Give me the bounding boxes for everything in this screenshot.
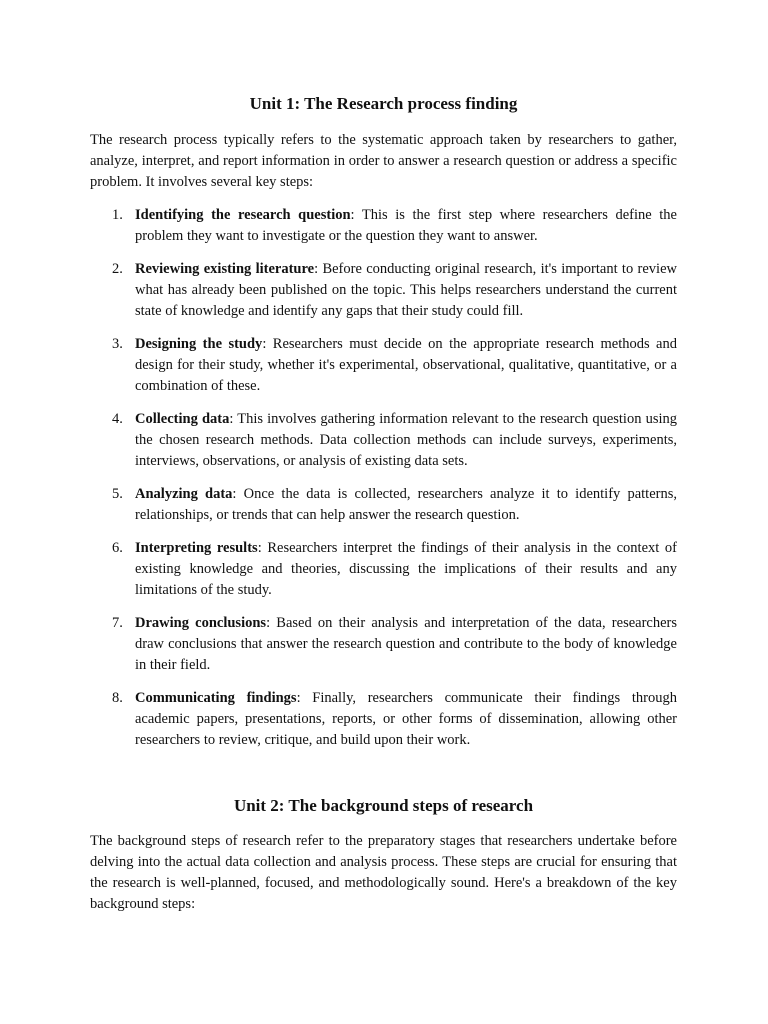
list-item-text: : Once the data is collected, researchers analyze it to identify patterns, relationships, or trends that can help answer the research question.	[135, 486, 677, 523]
list-item-term: Reviewing existing literature	[135, 261, 315, 278]
unit2-intro-paragraph: The background steps of research refer to the preparatory stages that researchers undertake before delving into the actual data collection and analysis process. These steps are crucial for ensuring that the research is well-planned, focused, and methodologically sound. Here's a breakdown of the key background steps:	[90, 833, 677, 912]
list-item-term: Identifying the research question	[135, 207, 351, 224]
list-item-number: 6.	[112, 540, 123, 557]
list-item	[90, 688, 677, 750]
list-item	[90, 538, 677, 600]
list-item-text: : Before conducting original research, it's important to review what has already been published on the topic. This helps researchers understand the current state of knowledge and identify any gaps that their study could fill.	[135, 261, 677, 320]
list-item-text: : Based on their analysis and interpretation of the data, researchers draw conclusions that answer the research question and contribute to the body of knowledge in their field.	[135, 615, 678, 673]
list-item	[90, 409, 677, 471]
list-item-term: Communicating findings	[135, 690, 297, 707]
list-item-number: 2.	[112, 261, 123, 278]
list-item-number: 1.	[112, 207, 123, 224]
list-item-number: 5.	[112, 486, 123, 503]
list-item-number: 4.	[112, 411, 123, 428]
list-item-text: : This is the first step where researchers define the problem they want to investigate or the question they want to answer.	[135, 207, 677, 245]
list-item	[90, 613, 677, 675]
list-item-term: Analyzing data	[135, 486, 233, 503]
research-steps-list	[90, 205, 677, 750]
list-item-number: 3.	[112, 336, 123, 353]
list-item-term: Designing the study	[135, 336, 263, 353]
unit2-title: Unit 2: The background steps of research	[233, 796, 534, 816]
list-item	[90, 334, 677, 396]
list-item-term: Interpreting results	[135, 540, 258, 557]
unit1-title: Unit 1: The Research process finding	[249, 94, 518, 113]
list-item	[90, 484, 677, 526]
list-item-text: : Researchers must decide on the appropriate research methods and design for their study, whether it's experimental, observational, qualitative, quantitative, or a combination of these.	[135, 336, 677, 394]
list-item-term: Collecting data	[135, 411, 230, 428]
list-item	[90, 259, 677, 321]
list-item-number: 8.	[112, 690, 123, 707]
list-item-term: Drawing conclusions	[135, 615, 267, 632]
list-item-number: 7.	[112, 615, 123, 632]
list-item	[90, 205, 677, 247]
unit1-intro-paragraph: The research process typically refers to the systematic approach taken by researchers to gather, analyze, interpret, and report information in order to answer a research question or address a specific problem. It involves several key steps:	[90, 132, 677, 190]
list-item-text: : Finally, researchers communicate their findings through academic papers, presentations, reports, or other forms of dissemination, allowing other researchers to review, critique, and build upon their work.	[135, 690, 677, 748]
list-item-text: : Researchers interpret the findings of their analysis in the context of existing knowledge and theories, discussing the implications of their results and any limitations of the study.	[135, 540, 677, 598]
list-item-text: : This involves gathering information relevant to the research question using the chosen research methods. Data collection methods can include surveys, experiments, interviews, observations, or analysis of existing data sets.	[135, 411, 677, 469]
